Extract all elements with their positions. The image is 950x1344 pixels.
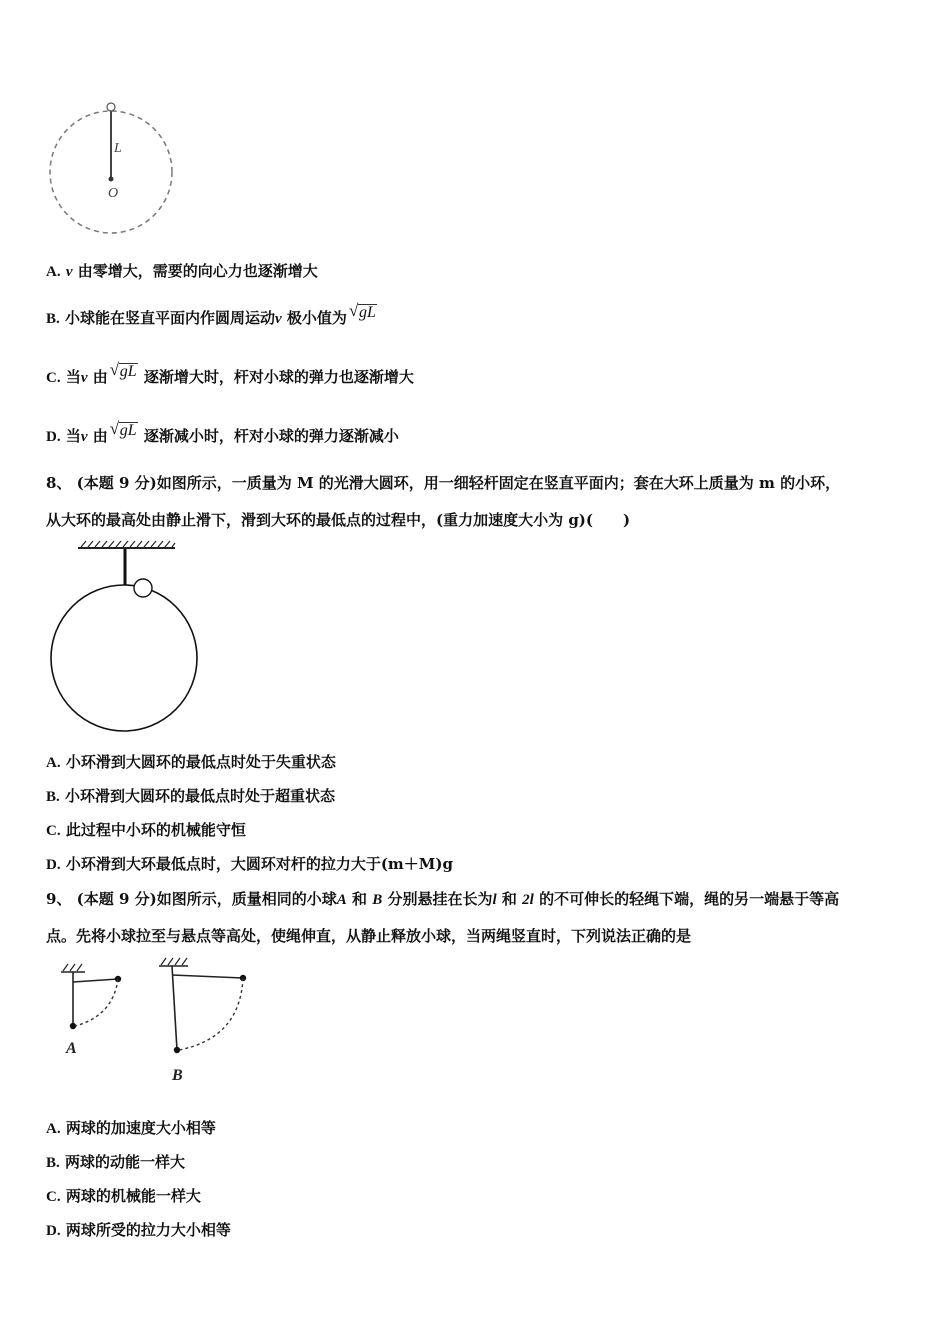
q7-option-d: D. 当v 由√ gL 逐渐减小时，杆对小球的弹力逐渐减小: [46, 426, 399, 447]
q8-big-ring: [51, 585, 197, 731]
q9-figure: [55, 958, 255, 1088]
q8-option-a: A. 小环滑到大圆环的最低点时处于失重状态: [46, 753, 336, 771]
q9-rope-b-vertical: [172, 966, 177, 1050]
q9-pendulum-a: [61, 964, 121, 1057]
q7-label-O: O: [108, 186, 119, 201]
q9-stem-line2: 点。先将小球拉至与悬点等高处，使绳伸直，从静止释放小球，当两绳竖直时，下列说法正确的是: [46, 927, 692, 945]
q8-ceiling-hatch: [81, 541, 175, 547]
q8-option-d: D. 小环滑到大环最低点时，大圆环对杆的拉力大于(m＋M)g: [46, 855, 453, 873]
q7-center-dot: [109, 177, 114, 182]
q9-arc-b: [179, 978, 243, 1050]
sqrt-gl: √ gL: [349, 303, 376, 323]
q9-option-b: B. 两球的动能一样大: [46, 1153, 186, 1171]
q9-rope-a-horizontal: [73, 979, 118, 982]
q8-figure: [45, 540, 205, 735]
sqrt-gl: √ gL: [110, 421, 137, 441]
q9-option-c: C. 两球的机械能一样大: [46, 1187, 201, 1205]
q8-option-b: B. 小环滑到大圆环的最低点时处于超重状态: [46, 787, 336, 805]
q9-option-a: A. 两球的加速度大小相等: [46, 1119, 216, 1137]
q7-option-b: B. 小球能在竖直平面内作圆周运动v 极小值为√ gL: [46, 308, 378, 329]
q9-pendulum-b: [159, 958, 246, 1084]
q9-label-a: A: [66, 1040, 77, 1057]
q9-stem-line1: 9、 (本题 9 分)如图所示，质量相同的小球A 和 B 分别悬挂在长为l 和 2l 的不可伸长的轻绳下端，绳的另一端悬于等高: [46, 890, 840, 908]
q8-small-ring: [134, 579, 152, 597]
q8-stem-line2: 从大环的最高处由静止滑下，滑到大环的最低点的过程中，(重力加速度大小为 g)( ): [46, 511, 631, 529]
q9-option-d: D. 两球所受的拉力大小相等: [46, 1221, 231, 1239]
q9-rope-b-horizontal: [172, 975, 243, 978]
q7-label-L: L: [114, 141, 122, 156]
sqrt-gl: √ gL: [110, 362, 137, 382]
q9-label-b: B: [172, 1067, 183, 1084]
q9-arc-a: [75, 979, 118, 1026]
q7-option-c: C. 当v 由√ gL 逐渐增大时，杆对小球的弹力也逐渐增大: [46, 367, 414, 388]
q8-option-c: C. 此过程中小环的机械能守恒: [46, 821, 246, 839]
q7-option-a: A. v 由零增大，需要的向心力也逐渐增大: [46, 262, 318, 280]
q7-ball: [107, 103, 115, 111]
q7-figure: [40, 95, 180, 240]
q8-stem-line1: 8、 (本题 9 分)如图所示，一质量为 M 的光滑大圆环，用一细轻杆固定在竖直平面内；套在大环上质量为 m 的小环，: [46, 474, 841, 492]
